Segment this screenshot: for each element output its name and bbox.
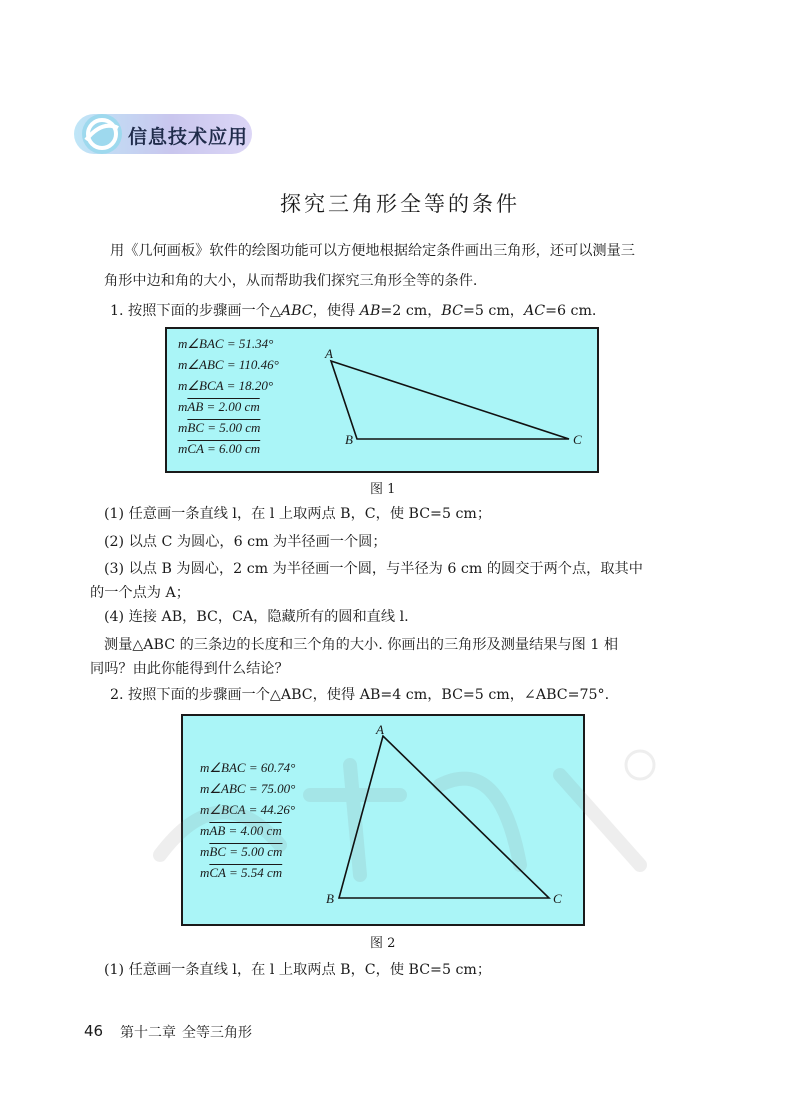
question-line-1: 测量△ABC 的三条边的长度和三个角的大小. 你画出的三角形及测量结果与图 1 相 [104, 637, 619, 653]
measurement: m∠ABC = 110.46° [178, 357, 279, 372]
vertex-label-a: A [325, 346, 333, 361]
step-1-1: (1) 任意画一条直线 l，在 l 上取两点 B，C，使 BC=5 cm； [104, 506, 492, 522]
measurement: mBC = 5.00 cm [178, 420, 261, 435]
step-2-1: (1) 任意画一条直线 l，在 l 上取两点 B，C，使 BC=5 cm； [104, 962, 492, 978]
measurement: m∠BAC = 60.74° [200, 760, 296, 775]
intro-line-2: 角形中边和角的大小，从而帮助我们探究三角形全等的条件. [104, 273, 478, 289]
vertex-label-b: B [345, 432, 353, 447]
vertex-label-a: A [376, 722, 384, 737]
section-badge-label: 信息技术应用 [128, 126, 249, 148]
measurement: mCA = 6.00 cm [178, 441, 261, 456]
task-1-instruction: 1. 按照下面的步骤画一个△ABC，使得 AB=2 cm，BC=5 cm，AC=6 cm. [110, 303, 597, 319]
measurement: mAB = 4.00 cm [200, 823, 282, 838]
measurement: m∠BCA = 18.20° [178, 378, 274, 393]
task-2-instruction: 2. 按照下面的步骤画一个△ABC，使得 AB=4 cm，BC=5 cm，∠ABC=75°. [110, 687, 610, 703]
step-1-4: (4) 连接 AB，BC，CA，隐藏所有的圆和直线 l. [104, 609, 409, 625]
chapter-label: 第十二章 [120, 1025, 176, 1041]
measurement: m∠BAC = 51.34° [178, 336, 274, 351]
step-1-3-cont: 的一个点为 A； [90, 585, 190, 601]
measurement: mCA = 5.54 cm [200, 865, 283, 880]
page-number: 46 [84, 1022, 104, 1040]
chapter-name: 全等三角形 [182, 1025, 252, 1041]
measurement: m∠ABC = 75.00° [200, 781, 296, 796]
step-1-3: (3) 以点 B 为圆心，2 cm 为半径画一个圆，与半径为 6 cm 的圆交于两个点，取其中 [104, 561, 643, 577]
question-line-2: 同吗？由此你能得到什么结论？ [90, 661, 289, 677]
measurement: mBC = 5.00 cm [200, 844, 283, 859]
page-title: 探究三角形全等的条件 [280, 192, 520, 216]
intro-line-1: 用《几何画板》软件的绘图功能可以方便地根据给定条件画出三角形，还可以测量三 [110, 243, 635, 259]
figure-2-caption: 图 2 [370, 936, 396, 951]
figure-1-caption: 图 1 [370, 482, 396, 497]
measurement: m∠BCA = 44.26° [200, 802, 296, 817]
vertex-label-b: B [326, 891, 334, 906]
vertex-label-c: C [553, 891, 562, 906]
vertex-label-c: C [573, 432, 582, 447]
step-1-2: (2) 以点 C 为圆心，6 cm 为半径画一个圆； [104, 534, 387, 550]
measurement: mAB = 2.00 cm [178, 399, 260, 414]
